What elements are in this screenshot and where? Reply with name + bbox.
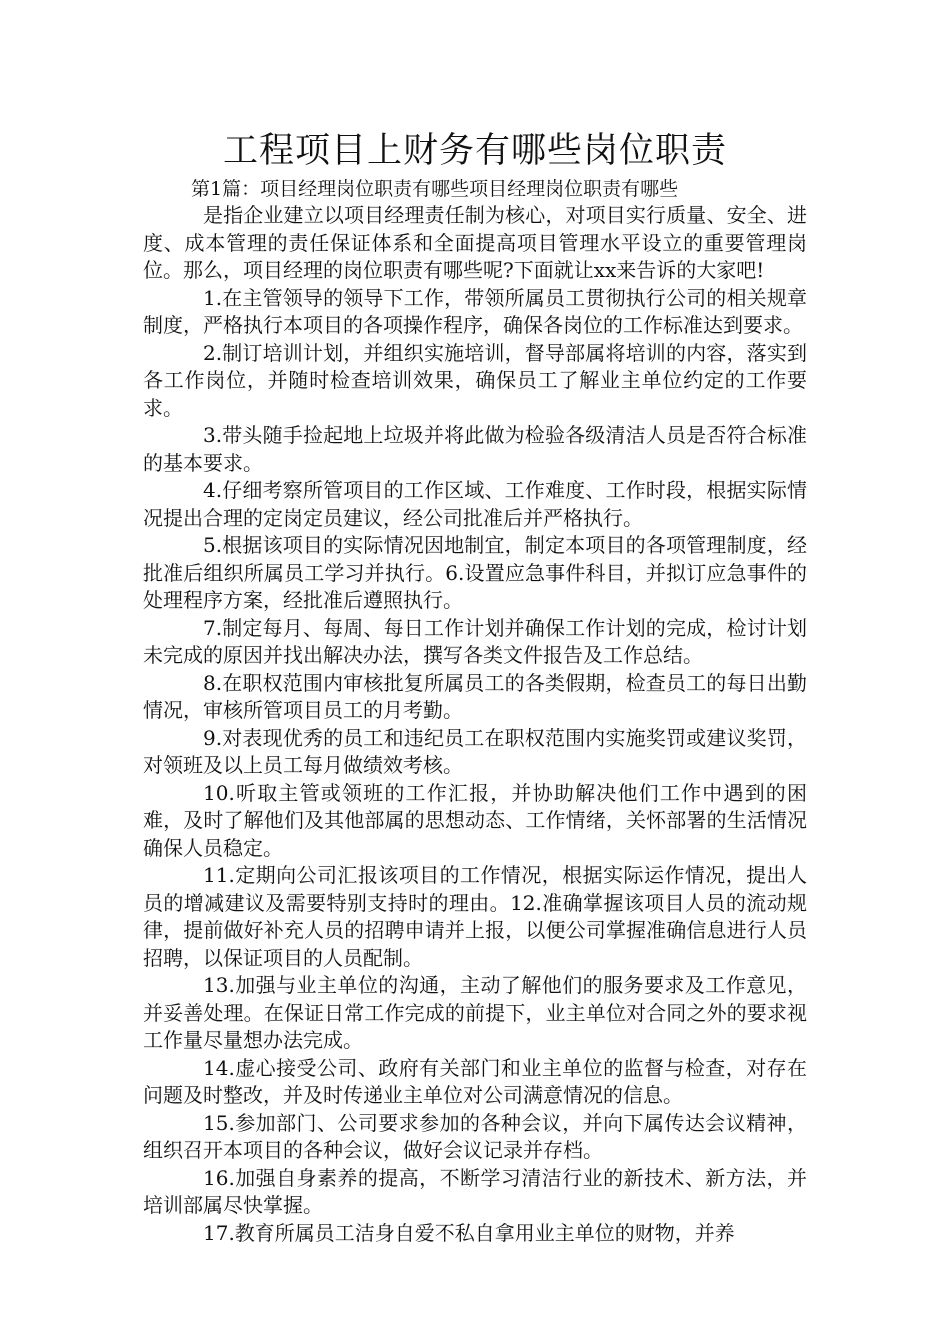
document-page [143, 128, 807, 1247]
section-heading: 第1篇：项目经理岗位职责有哪些项目经理岗位职责有哪些 [191, 178, 679, 200]
duty-item-11-12: 11.定期向公司汇报该项目的工作情况，根据实际运作情况，提出人员的增减建议及需要特别支持时的理由。12.准确掌握该项目人员的流动规律，提前做好补充人员的招聘申请并上报，以便公司掌握准确信息进行人员招聘，以保证项目的人员配制。 [143, 863, 807, 970]
duty-item-15: 15.参加部门、公司要求参加的各种会议，并向下属传达会议精神，组织召开本项目的各种会议，做好会议记录并存档。 [143, 1110, 807, 1162]
duty-item-14: 14.虚心接受公司、政府有关部门和业主单位的监督与检查，对存在问题及时整改，并及时传递业主单位对公司满意情况的信息。 [143, 1055, 807, 1107]
duty-item-17: 17.教育所属员工洁身自爱不私自拿用业主单位的财物，并养 [203, 1220, 735, 1245]
duty-item-3: 3.带头随手捡起地上垃圾并将此做为检验各级清洁人员是否符合标准的基本要求。 [143, 423, 807, 475]
duty-item-5-6: 5.根据该项目的实际情况因地制宜，制定本项目的各项管理制度，经批准后组织所属员工学习并执行。6.设置应急事件科目，并拟订应急事件的处理程序方案，经批准后遵照执行。 [143, 533, 807, 612]
document-title: 工程项目上财务有哪些岗位职责 [222, 131, 727, 171]
intro-paragraph: 是指企业建立以项目经理责任制为核心，对项目实行质量、安全、进度、成本管理的责任保证体系和全面提高项目管理水平设立的重要管理岗位。那么，项目经理的岗位职责有哪些呢?下面就让xx来告诉的大家吧! [143, 203, 807, 282]
duty-item-8: 8.在职权范围内审核批复所属员工的各类假期，检查员工的每日出勤情况，审核所管项目员工的月考勤。 [143, 670, 807, 722]
duty-item-16: 16.加强自身素养的提高，不断学习清洁行业的新技术、新方法，并培训部属尽快掌握。 [143, 1165, 807, 1217]
duty-item-13: 13.加强与业主单位的沟通，主动了解他们的服务要求及工作意见，并妥善处理。在保证日常工作完成的前提下，业主单位对合同之外的要求视工作量尽量想办法完成。 [143, 973, 807, 1052]
duty-item-9: 9.对表现优秀的员工和违纪员工在职权范围内实施奖罚或建议奖罚，对领班及以上员工每月做绩效考核。 [143, 725, 807, 777]
duty-item-7: 7.制定每月、每周、每日工作计划并确保工作计划的完成，检讨计划未完成的原因并找出解决办法，撰写各类文件报告及工作总结。 [143, 615, 807, 667]
duty-item-4: 4.仔细考察所管项目的工作区域、工作难度、工作时段，根据实际情况提出合理的定岗定员建议，经公司批准后并严格执行。 [143, 478, 807, 530]
duty-item-10: 10.听取主管或领班的工作汇报，并协助解决他们工作中遇到的困难，及时了解他们及其他部属的思想动态、工作情绪，关怀部署的生活情况确保人员稳定。 [143, 780, 807, 860]
duty-item-1: 1.在主管领导的领导下工作，带领所属员工贯彻执行公司的相关规章制度，严格执行本项目的各项操作程序，确保各岗位的工作标准达到要求。 [143, 285, 807, 337]
duty-item-2: 2.制订培训计划，并组织实施培训，督导部属将培训的内容，落实到各工作岗位，并随时检查培训效果，确保员工了解业主单位约定的工作要求。 [143, 340, 807, 420]
